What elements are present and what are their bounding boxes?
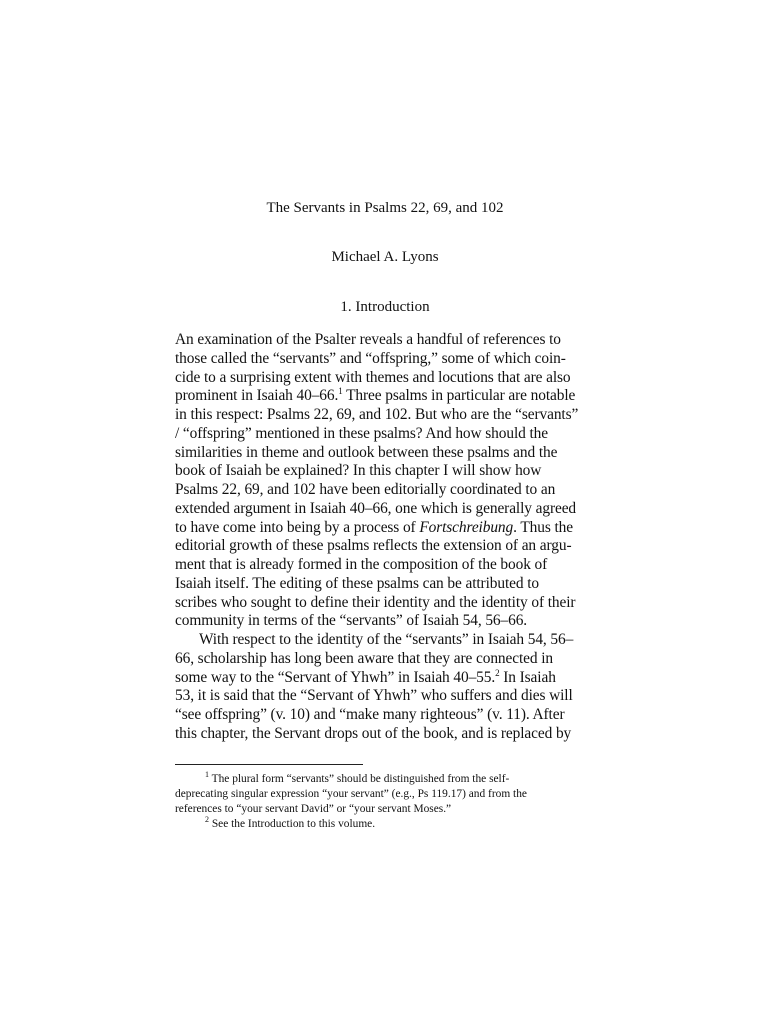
- text-line: “see offspring” (v. 10) and “make many righteous” (v. 11). After: [175, 706, 565, 723]
- text-segment: some way to the “Servant of Yhwh” in Isaiah 40–55.: [175, 668, 496, 686]
- footnote-ref-2[interactable]: 2: [495, 667, 500, 678]
- text-line: / “offspring” mentioned in these psalms? And how should the: [175, 424, 548, 442]
- author-name: Michael A. Lyons: [331, 249, 439, 265]
- text-line: [175, 387, 595, 406]
- text-line: Psalms 22, 69, and 102 have been editorially coordinated to an: [175, 481, 556, 498]
- footnote-marker: 2: [205, 815, 209, 825]
- text-line: extended argument in Isaiah 40–66, one which is generally agreed: [175, 499, 577, 517]
- text-line: [175, 669, 595, 688]
- text-line: in this respect: Psalms 22, 69, and 102. But who are the “servants”: [175, 406, 579, 423]
- footnote-ref-1[interactable]: 1: [338, 386, 343, 397]
- text-line: this chapter, the Servant drops out of the book, and is replaced by: [175, 724, 572, 742]
- text-line: ment that is already formed in the composition of the book of: [175, 556, 548, 573]
- text-line: cide to a surprising extent with themes and locutions that are also: [175, 368, 571, 386]
- text-line: book of Isaiah be explained? In this chapter I will show how: [175, 462, 542, 480]
- text-segment: See the Introduction to this volume.: [209, 818, 376, 830]
- footnote-line: [175, 817, 595, 832]
- footnotes: [175, 772, 595, 832]
- text-line: 53, it is said that the “Servant of Yhwh” who suffers and dies will: [175, 687, 573, 705]
- footnote-separator: [175, 764, 363, 765]
- text-segment: The plural form “servants” should be distinguished from the self-: [209, 773, 510, 785]
- text-line: [175, 519, 595, 538]
- text-segment: prominent in Isaiah 40–66.: [175, 387, 339, 405]
- text-line: With respect to the identity of the “servants” in Isaiah 54, 56–: [199, 631, 574, 648]
- chapter-title: The Servants in Psalms 22, 69, and 102: [266, 200, 504, 216]
- footnote-line: references to “your servant David” or “your servant Moses.”: [175, 803, 452, 815]
- section-heading: 1. Introduction: [340, 299, 430, 315]
- text-line: Isaiah itself. The editing of these psalms can be attributed to: [175, 574, 539, 592]
- paragraph-1: [175, 331, 595, 631]
- text-segment: . Thus the: [513, 518, 573, 536]
- footnote-2: [175, 817, 595, 832]
- text-line: those called the “servants” and “offspring,” some of which coin-: [175, 349, 566, 367]
- text-segment: to have come into being by a process of: [175, 518, 420, 536]
- text-line: 66, scholarship has long been aware that they are connected in: [175, 649, 553, 667]
- text-line: editorial growth of these psalms reflects the extension of an argu-: [175, 537, 572, 555]
- text-line: similarities in theme and outlook between these psalms and the: [175, 443, 558, 461]
- text-line: scribes who sought to define their identity and the identity of their: [175, 593, 576, 611]
- footnote-line: [175, 772, 595, 787]
- footnote-line: deprecating singular expression “your servant” (e.g., Ps 119.17) and from the: [175, 788, 527, 800]
- italic-term: Fortschreibung: [419, 518, 514, 536]
- text-segment: Three psalms in particular are notable: [342, 387, 576, 405]
- text-line: community in terms of the “servants” of Isaiah 54, 56–66.: [175, 612, 528, 630]
- text-segment: In Isaiah: [499, 668, 556, 686]
- body-text: [175, 331, 595, 744]
- footnote-1: [175, 772, 595, 817]
- footnote-marker: 1: [205, 770, 209, 780]
- paragraph-2: [175, 631, 595, 744]
- text-line: An examination of the Psalter reveals a handful of references to: [175, 331, 561, 348]
